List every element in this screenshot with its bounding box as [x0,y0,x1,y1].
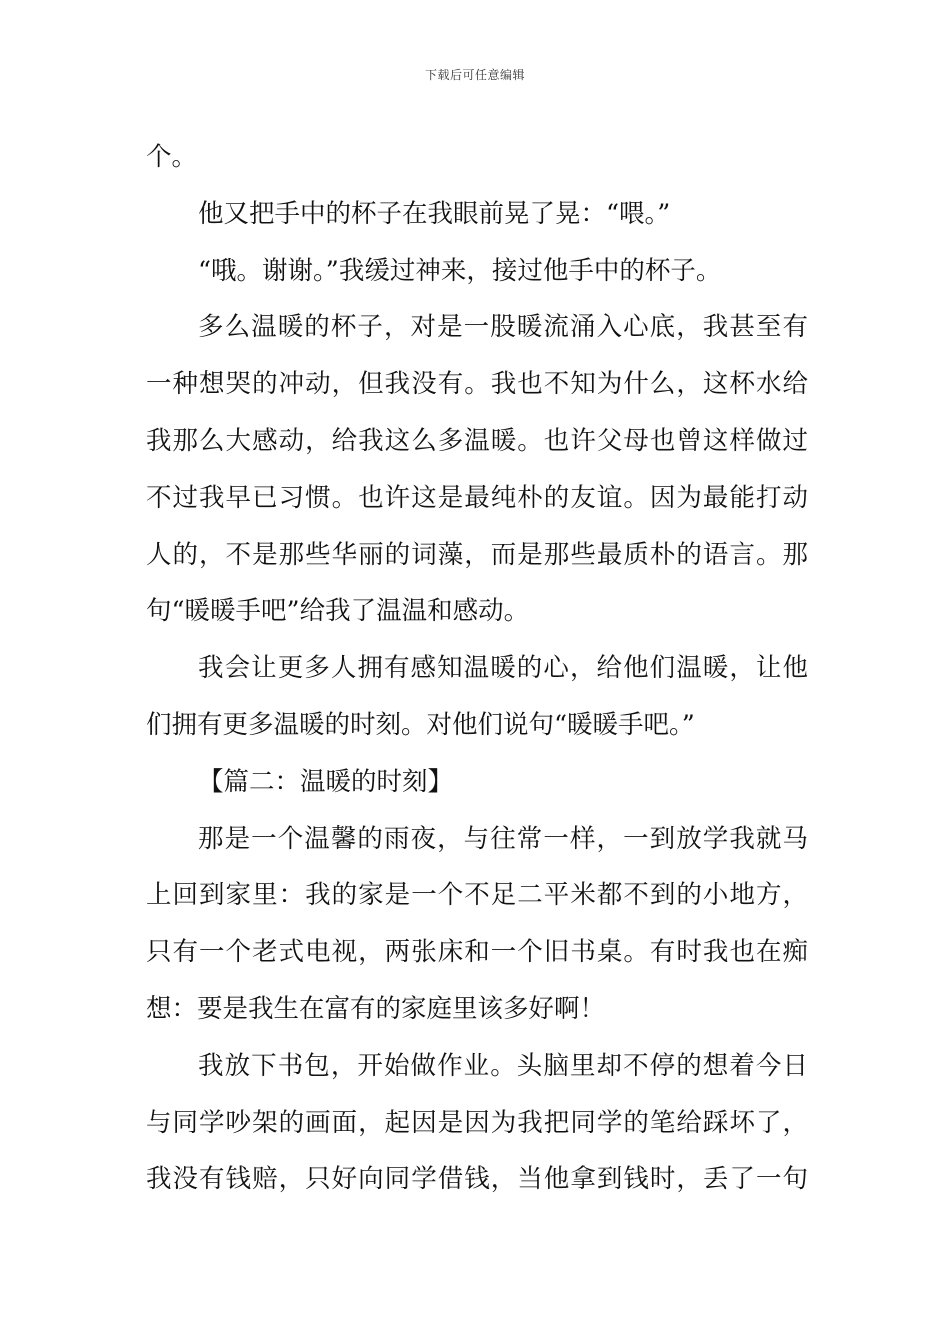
text-line: 句“暖暖手吧”给我了温温和感动。 [146,596,530,627]
text-line: 个。 [146,142,198,172]
text-line: 他又把手中的杯子在我眼前晃了晃：“喂。” [198,198,671,229]
text-line: “哦。谢谢。”我缓过神来，接过他手中的杯子。 [198,255,722,286]
text-line: 上回到家里：我的家是一个不足二平米都不到的小地方， [146,880,808,911]
text-line: 那是一个温馨的雨夜，与往常一样，一到放学我就马 [198,823,808,854]
text-line: 不过我早已习惯。也许这是最纯朴的友谊。因为最能打动 [146,482,808,513]
text-line: 多么温暖的杯子，对是一股暖流涌入心底，我甚至有 [198,312,808,343]
text-line: 人的，不是那些华丽的词藻，而是那些最质朴的语言。那 [146,539,808,570]
text-line: 一种想哭的冲动，但我没有。我也不知为什么，这杯水给 [146,369,808,400]
text-line: 我会让更多人拥有感知温暖的心，给他们温暖，让他 [198,653,808,684]
text-line: 想：要是我生在富有的家庭里该多好啊！ [146,993,606,1024]
text-line: 与同学吵架的画面，起因是因为我把同学的笔给踩坏了， [146,1107,808,1138]
text-line: 我放下书包，开始做作业。头脑里却不停的想着今日 [198,1050,808,1081]
text-line: 我那么大感动，给我这么多温暖。也许父母也曾这样做过 [146,425,808,456]
text-line: 我没有钱赔，只好向同学借钱，当他拿到钱时，丢了一句 [146,1164,808,1195]
page-header: 下载后可任意编辑 [424,68,525,82]
document-body [146,129,808,1208]
text-line: 只有一个老式电视，两张床和一个旧书桌。有时我也在痴 [146,937,808,968]
section-heading: 【篇二：温暖的时刻】 [198,766,454,797]
text-line: 们拥有更多温暖的时刻。对他们说句“暖暖手吧。” [146,709,695,740]
